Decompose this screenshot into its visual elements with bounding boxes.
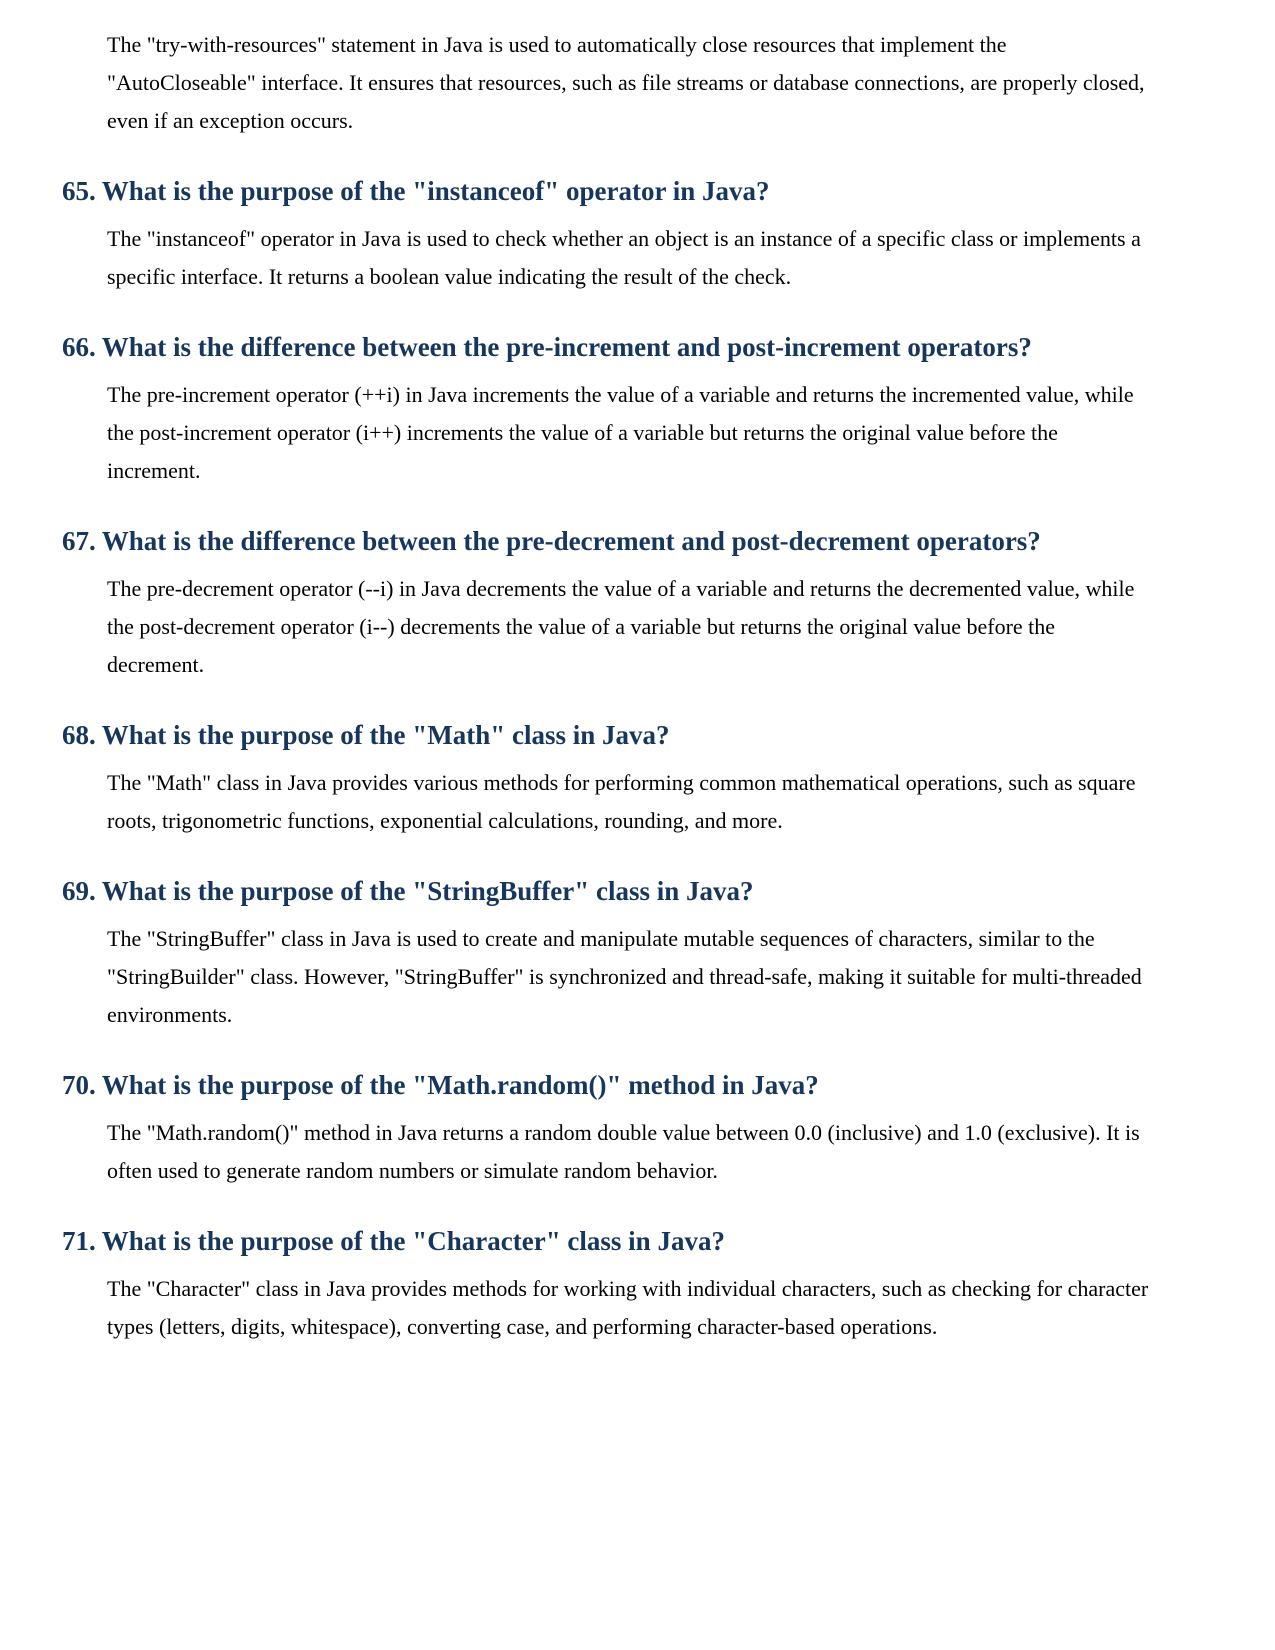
qa-item bbox=[62, 1061, 1213, 1190]
answer-text: The pre-decrement operator (--i) in Java decrements the value of a variable and returns the decremented value, while the post-decrement operator (i--) decrements the value of a variable but returns the original value before the decrement. bbox=[107, 576, 1135, 677]
question-text: What is the purpose of the "Character" class in Java? bbox=[101, 1226, 725, 1256]
question-heading bbox=[62, 1061, 1142, 1109]
answer-text: The pre-increment operator (++i) in Java increments the value of a variable and returns the incremented value, while the post-increment operator (i++) increments the value of a variable but returns the original value before the increment. bbox=[107, 382, 1134, 483]
answer-text: The "Math" class in Java provides various methods for performing common mathematical operations, such as square roots, trigonometric functions, exponential calculations, rounding, and more. bbox=[107, 770, 1136, 833]
question-heading bbox=[62, 711, 1142, 759]
question-number: 66. bbox=[62, 332, 96, 362]
intro-continuation-paragraph: The "try-with-resources" statement in Java is used to automatically close resources that implement the "AutoCloseable" interface. It ensures that resources, such as file streams or database connections, are properly closed, even if an exception occurs. bbox=[107, 32, 1145, 133]
question-text: What is the purpose of the "Math.random()" method in Java? bbox=[101, 1070, 819, 1100]
question-heading bbox=[62, 323, 1142, 371]
question-number: 67. bbox=[62, 526, 96, 556]
question-heading bbox=[62, 867, 1142, 915]
question-text: What is the purpose of the "Math" class in Java? bbox=[101, 720, 670, 750]
qa-item bbox=[62, 517, 1213, 684]
qa-item bbox=[62, 1217, 1213, 1346]
question-number: 65. bbox=[62, 176, 96, 206]
answer-text: The "Math.random()" method in Java returns a random double value between 0.0 (inclusive) and 1.0 (exclusive). It is often used to generate random numbers or simulate random behavior. bbox=[107, 1120, 1140, 1183]
question-number: 68. bbox=[62, 720, 96, 750]
qa-item bbox=[62, 323, 1213, 490]
question-text: What is the purpose of the "StringBuffer" class in Java? bbox=[101, 876, 754, 906]
answer-text: The "instanceof" operator in Java is used to check whether an object is an instance of a specific class or implements a specific interface. It returns a boolean value indicating the result of the check. bbox=[107, 226, 1141, 289]
qa-item bbox=[62, 867, 1213, 1034]
qa-item bbox=[62, 711, 1213, 840]
question-heading bbox=[62, 517, 1142, 565]
question-number: 69. bbox=[62, 876, 96, 906]
qa-item bbox=[62, 167, 1213, 296]
question-heading bbox=[62, 1217, 1142, 1265]
question-text: What is the purpose of the "instanceof" operator in Java? bbox=[101, 176, 770, 206]
answer-text: The "Character" class in Java provides methods for working with individual characters, such as checking for character types (letters, digits, whitespace), converting case, and performing character-based operations. bbox=[107, 1276, 1149, 1339]
question-number: 70. bbox=[62, 1070, 96, 1100]
question-heading bbox=[62, 167, 1142, 215]
question-text: What is the difference between the pre-increment and post-increment operators? bbox=[101, 332, 1032, 362]
question-number: 71. bbox=[62, 1226, 96, 1256]
question-text: What is the difference between the pre-decrement and post-decrement operators? bbox=[101, 526, 1041, 556]
answer-text: The "StringBuffer" class in Java is used to create and manipulate mutable sequences of characters, similar to the "StringBuilder" class. However, "StringBuffer" is synchronized and thread-safe, making it suitable for multi-threaded environments. bbox=[107, 926, 1142, 1027]
